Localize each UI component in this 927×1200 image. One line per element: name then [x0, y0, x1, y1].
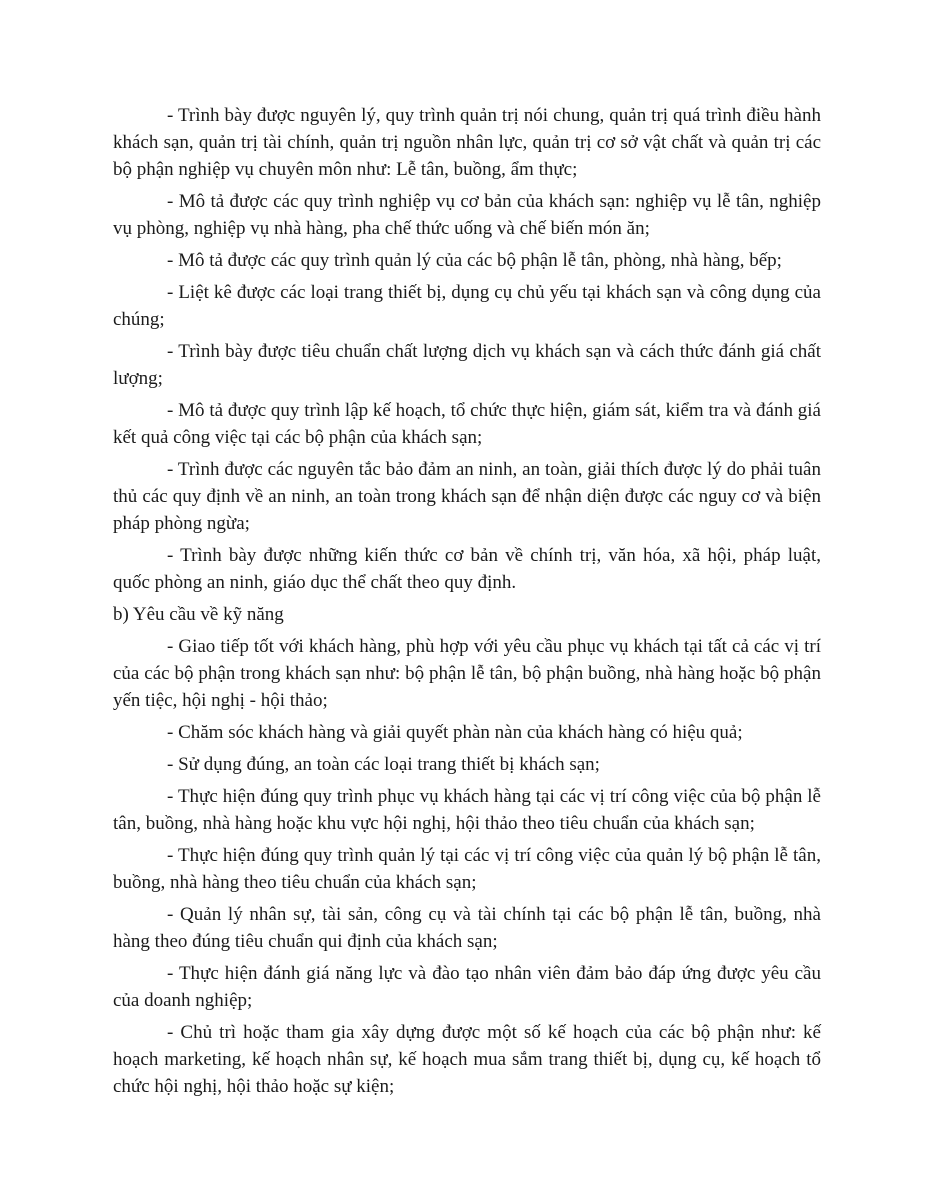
bullet-paragraph: - Mô tả được các quy trình quản lý của các bộ phận lễ tân, phòng, nhà hàng, bếp;: [167, 250, 782, 271]
bullet-paragraph: - Mô tả được quy trình lập kế hoạch, tổ chức thực hiện, giám sát, kiểm tra và đánh giá kết quả công việc tại các bộ phận của khách sạn;: [113, 400, 821, 448]
bullet-paragraph: - Giao tiếp tốt với khách hàng, phù hợp với yêu cầu phục vụ khách tại tất cả các vị trí của các bộ phận trong khách sạn như: bộ phận lễ tân, bộ phận buồng, nhà hàng hoặc bộ phận yến tiệc, hội nghị - hội thảo;: [113, 636, 821, 711]
bullet-paragraph: - Quản lý nhân sự, tài sản, công cụ và tài chính tại các bộ phận lễ tân, buồng, nhà hàng theo đúng tiêu chuẩn qui định của khách sạn;: [113, 904, 821, 952]
bullet-paragraph: - Chủ trì hoặc tham gia xây dựng được một số kế hoạch của các bộ phận như: kế hoạch marketing, kế hoạch nhân sự, kế hoạch mua sắm trang thiết bị, dụng cụ, kế hoạch tổ chức hội nghị, hội thảo hoặc sự kiện;: [113, 1022, 821, 1097]
bullet-paragraph: - Trình bày được tiêu chuẩn chất lượng dịch vụ khách sạn và cách thức đánh giá chất lượng;: [113, 341, 821, 389]
document-body: [113, 102, 821, 1100]
bullet-paragraph: - Mô tả được các quy trình nghiệp vụ cơ bản của khách sạn: nghiệp vụ lễ tân, nghiệp vụ phòng, nghiệp vụ nhà hàng, pha chế thức uống và chế biến món ăn;: [113, 191, 821, 239]
bullet-paragraph: - Trình bày được những kiến thức cơ bản về chính trị, văn hóa, xã hội, pháp luật, quốc phòng an ninh, giáo dục thể chất theo quy định.: [113, 545, 821, 593]
bullet-paragraph: - Trình bày được nguyên lý, quy trình quản trị nói chung, quản trị quá trình điều hành khách sạn, quản trị tài chính, quản trị nguồn nhân lực, quản trị cơ sở vật chất và quản trị các bộ phận nghiệp vụ chuyên môn như: Lễ tân, buồng, ẩm thực;: [113, 105, 821, 180]
bullet-paragraph: - Chăm sóc khách hàng và giải quyết phàn nàn của khách hàng có hiệu quả;: [167, 722, 743, 743]
bullet-paragraph: - Thực hiện đúng quy trình quản lý tại các vị trí công việc của quản lý bộ phận lễ tân, buồng, nhà hàng theo tiêu chuẩn của khách sạn;: [113, 845, 821, 893]
bullet-paragraph: - Trình được các nguyên tắc bảo đảm an ninh, an toàn, giải thích được lý do phải tuân thủ các quy định về an ninh, an toàn trong khách sạn để nhận diện được các nguy cơ và biện pháp phòng ngừa;: [113, 459, 821, 534]
section-heading: b) Yêu cầu về kỹ năng: [113, 604, 284, 625]
bullet-paragraph: - Thực hiện đánh giá năng lực và đào tạo nhân viên đảm bảo đáp ứng được yêu cầu của doanh nghiệp;: [113, 963, 821, 1011]
bullet-paragraph: - Liệt kê được các loại trang thiết bị, dụng cụ chủ yếu tại khách sạn và công dụng của chúng;: [113, 282, 821, 330]
bullet-paragraph: - Thực hiện đúng quy trình phục vụ khách hàng tại các vị trí công việc của bộ phận lễ tân, buồng, nhà hàng hoặc khu vực hội nghị, hội thảo theo tiêu chuẩn của khách sạn;: [113, 786, 821, 834]
bullet-paragraph: - Sử dụng đúng, an toàn các loại trang thiết bị khách sạn;: [167, 754, 600, 775]
